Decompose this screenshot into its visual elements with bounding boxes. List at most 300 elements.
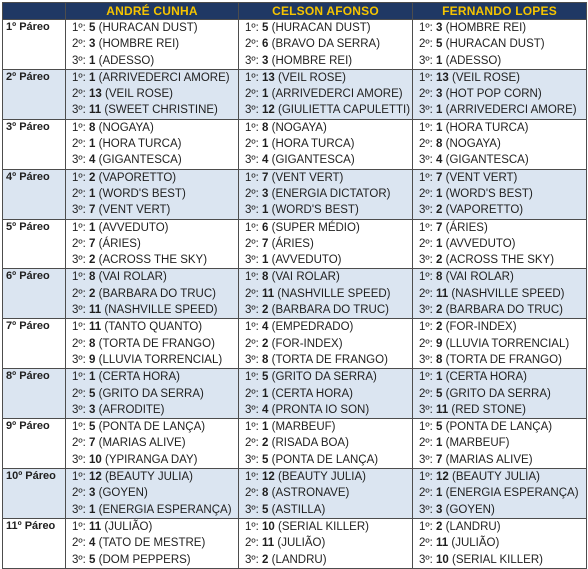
pick-number: 2 [436, 321, 443, 334]
pick-horse: (VENT VERT) [445, 171, 518, 184]
pick-number: 3 [89, 487, 96, 500]
pick-horse: (ARRIVEDERCI AMORE) [445, 104, 577, 117]
race-row [3, 119, 587, 169]
pick-number: 6 [262, 221, 269, 234]
pick-line [419, 386, 586, 402]
pick-position: 3º: [245, 54, 259, 67]
pick-horse: (FOR-INDEX) [445, 321, 517, 334]
pick-line [419, 485, 586, 501]
pick-horse: (BARBARA DO TRUC) [445, 304, 563, 317]
pick-line [245, 402, 412, 418]
pick-line [245, 136, 412, 152]
pick-position: 1º: [72, 471, 86, 484]
pick-line [72, 519, 238, 535]
pick-position: 3º: [72, 453, 86, 466]
pick-number: 3 [262, 187, 269, 200]
pick-line [419, 519, 586, 535]
pick-position: 1º: [419, 321, 433, 334]
pick-number: 5 [262, 503, 269, 516]
pick-horse: (FOR-INDEX) [271, 337, 343, 350]
pick-position: 1º: [419, 121, 433, 134]
pick-horse: (VEIL ROSE) [452, 71, 520, 84]
pick-position: 1º: [72, 71, 86, 84]
pick-number: 1 [436, 104, 443, 117]
race-label: 4º Páreo [3, 169, 66, 219]
pick-horse: (MARBEUF) [271, 421, 336, 434]
pick-line [419, 419, 586, 435]
picks-cell-andre-cunha [66, 369, 239, 419]
pick-horse: (GRITO DA SERRA) [445, 387, 551, 400]
pick-position: 1º: [72, 520, 86, 533]
picks-cell-fernando-lopes [413, 369, 587, 419]
pick-horse: (PONTA DE LANÇA) [445, 421, 553, 434]
pick-position: 1º: [72, 121, 86, 134]
pick-line [245, 469, 412, 485]
pick-number: 13 [262, 71, 275, 84]
pick-number: 8 [436, 271, 443, 284]
pick-line [245, 519, 412, 535]
pick-position: 3º: [72, 254, 86, 267]
pick-number: 2 [436, 204, 443, 217]
pick-number: 2 [262, 437, 269, 450]
pick-number: 7 [89, 204, 96, 217]
pick-line [72, 186, 238, 202]
pick-line [72, 435, 238, 451]
pick-horse: (VAI ROLAR) [98, 271, 167, 284]
pick-horse: (TORTA DE FRANGO) [271, 353, 388, 366]
pick-line [245, 369, 412, 385]
pick-number: 5 [89, 553, 96, 566]
pick-number: 1 [436, 121, 443, 134]
race-label: 9º Páreo [3, 419, 66, 469]
picks-cell-celson-afonso [239, 219, 413, 269]
pick-line [72, 336, 238, 352]
pick-number: 7 [262, 237, 269, 250]
pick-horse: (GIGANTESCA) [445, 154, 529, 167]
pick-line [245, 319, 412, 335]
pick-line [419, 435, 586, 451]
pick-horse: (LLUVIA TORRENCIAL) [98, 353, 223, 366]
picks-cell-andre-cunha [66, 319, 239, 369]
pick-horse: (WORD'S BEST) [98, 187, 186, 200]
pick-number: 8 [262, 121, 269, 134]
pick-position: 1º: [245, 121, 259, 134]
pick-position: 1º: [419, 22, 433, 34]
picks-cell-celson-afonso [239, 319, 413, 369]
pick-number: 11 [89, 520, 102, 533]
pick-number: 9 [89, 353, 96, 366]
pick-line [72, 302, 238, 318]
pick-line [245, 170, 412, 186]
pick-line [419, 53, 586, 69]
pick-line [72, 36, 238, 52]
pick-number: 10 [262, 520, 275, 533]
pick-number: 2 [436, 304, 443, 317]
pick-number: 3 [89, 38, 96, 51]
picks-cell-fernando-lopes [413, 219, 587, 269]
pick-position: 3º: [419, 104, 433, 117]
pick-horse: (BEAUTY JULIA) [278, 471, 366, 484]
pick-number: 11 [89, 304, 102, 317]
pick-number: 8 [262, 487, 269, 500]
race-row [3, 219, 587, 269]
pick-line [72, 552, 238, 568]
pick-horse: (JULIÃO) [104, 520, 153, 533]
pick-line [419, 252, 586, 268]
picks-cell-andre-cunha [66, 169, 239, 219]
pick-line [72, 535, 238, 551]
picks-cell-fernando-lopes [413, 469, 587, 519]
pick-number: 2 [262, 304, 269, 317]
pick-line [419, 220, 586, 236]
pick-number: 2 [262, 337, 269, 350]
pick-position: 3º: [72, 503, 86, 516]
pick-line [72, 220, 238, 236]
pick-line [419, 136, 586, 152]
pick-horse: (VAI ROLAR) [445, 271, 514, 284]
pick-horse: (MARIAS ALIVE) [98, 437, 186, 450]
pick-position: 2º: [419, 237, 433, 250]
pick-position: 3º: [419, 353, 433, 366]
pick-number: 1 [89, 371, 96, 384]
pick-number: 6 [262, 38, 269, 51]
pick-position: 1º: [72, 421, 86, 434]
pick-position: 3º: [72, 304, 86, 317]
pick-number: 10 [436, 553, 449, 566]
pick-line [245, 252, 412, 268]
pick-horse: (GIGANTESCA) [98, 154, 182, 167]
race-row [3, 369, 587, 419]
pick-position: 3º: [72, 403, 86, 416]
header-corner [3, 3, 66, 20]
pick-position: 3º: [72, 353, 86, 366]
pick-position: 2º: [419, 437, 433, 450]
pick-position: 3º: [72, 54, 86, 67]
pick-horse: (GRITO DA SERRA) [271, 371, 377, 384]
pick-line [245, 302, 412, 318]
pick-number: 1 [436, 187, 443, 200]
picks-cell-celson-afonso [239, 169, 413, 219]
pick-number: 11 [89, 104, 102, 117]
pick-position: 3º: [419, 204, 433, 217]
pick-horse: (TORTA DE FRANGO) [445, 353, 562, 366]
pick-number: 11 [89, 321, 102, 334]
pick-line [72, 286, 238, 302]
pick-line [72, 419, 238, 435]
pick-number: 1 [436, 371, 443, 384]
pick-position: 2º: [419, 88, 433, 101]
pick-horse: (AVVEDUTO) [445, 237, 516, 250]
pick-position: 2º: [419, 38, 433, 51]
pick-horse: (ARRIVEDERCI AMORE) [271, 88, 403, 101]
pick-position: 1º: [419, 421, 433, 434]
pick-horse: (BEAUTY JULIA) [452, 471, 540, 484]
pick-number: 5 [436, 387, 443, 400]
pick-line [72, 469, 238, 485]
pick-horse: (ENERGIA ESPERANÇA) [445, 487, 579, 500]
pick-number: 2 [89, 287, 96, 300]
pick-line [419, 552, 586, 568]
pick-position: 2º: [72, 88, 86, 101]
pick-line [419, 36, 586, 52]
pick-number: 1 [436, 437, 443, 450]
pick-horse: (HORA TURCA) [98, 138, 182, 151]
pick-line [72, 502, 238, 518]
pick-position: 2º: [245, 387, 259, 400]
pick-line [245, 53, 412, 69]
pick-position: 2º: [245, 138, 259, 151]
pick-number: 1 [262, 254, 269, 267]
picks-cell-fernando-lopes [413, 319, 587, 369]
pick-position: 2º: [245, 487, 259, 500]
pick-line [245, 419, 412, 435]
pick-line [419, 202, 586, 218]
picks-cell-andre-cunha [66, 518, 239, 568]
pick-line [419, 535, 586, 551]
pick-position: 2º: [72, 237, 86, 250]
pick-position: 3º: [72, 104, 86, 117]
pick-horse: (EMPEDRADO) [271, 321, 354, 334]
pick-horse: (GIGANTESCA) [271, 154, 355, 167]
pick-number: 4 [262, 403, 269, 416]
pick-line [245, 286, 412, 302]
picks-cell-fernando-lopes [413, 169, 587, 219]
pick-line [245, 452, 412, 468]
pick-number: 3 [89, 403, 96, 416]
pick-horse: (CERTA HORA) [271, 387, 353, 400]
picks-cell-fernando-lopes [413, 518, 587, 568]
race-label: 10º Páreo [3, 469, 66, 519]
pick-horse: (SERIAL KILLER) [452, 553, 543, 566]
picks-cell-fernando-lopes [413, 20, 587, 70]
pick-horse: (AVVEDUTO) [271, 254, 342, 267]
pick-number: 2 [436, 254, 443, 267]
pick-position: 3º: [419, 503, 433, 516]
pick-line [72, 53, 238, 69]
pick-horse: (YPIRANGA DAY) [105, 453, 198, 466]
pick-horse: (AVVEDUTO) [98, 221, 169, 234]
pick-number: 11 [436, 403, 449, 416]
pick-number: 11 [262, 537, 275, 550]
pick-line [245, 102, 412, 118]
pick-number: 2 [89, 254, 96, 267]
pick-horse: (WORD'S BEST) [445, 187, 533, 200]
pick-horse: (PONTA DE LANÇA) [98, 421, 206, 434]
pick-line [72, 70, 238, 86]
pick-line [72, 86, 238, 102]
pick-position: 1º: [72, 221, 86, 234]
pick-line [419, 86, 586, 102]
pick-position: 1º: [245, 171, 259, 184]
pick-horse: (NOGAYA) [445, 138, 501, 151]
picks-cell-celson-afonso [239, 269, 413, 319]
pick-position: 3º: [419, 254, 433, 267]
pick-number: 12 [262, 471, 275, 484]
pick-horse: (JULIÃO) [277, 537, 326, 550]
pick-horse: (NOGAYA) [98, 121, 154, 134]
pick-position: 1º: [72, 22, 86, 34]
picks-cell-celson-afonso [239, 69, 413, 119]
pick-number: 1 [89, 71, 96, 84]
pick-horse: (HOT POP CORN) [445, 88, 542, 101]
picks-cell-celson-afonso [239, 369, 413, 419]
race-row [3, 319, 587, 369]
pick-position: 2º: [245, 537, 259, 550]
pick-number: 5 [89, 421, 96, 434]
pick-position: 3º: [72, 553, 86, 566]
pick-number: 12 [89, 471, 102, 484]
pick-position: 2º: [72, 287, 86, 300]
pick-line [245, 236, 412, 252]
pick-number: 7 [89, 437, 96, 450]
pick-number: 1 [262, 88, 269, 101]
pick-horse: (VAPORETTO) [445, 204, 524, 217]
race-label: 11º Páreo [3, 518, 66, 568]
pick-horse: (ADESSO) [445, 54, 502, 67]
pick-line [419, 20, 586, 36]
pick-position: 1º: [245, 471, 259, 484]
pick-position: 3º: [419, 553, 433, 566]
pick-horse: (HOMBRE REI) [98, 38, 180, 51]
pick-position: 3º: [245, 254, 259, 267]
pick-horse: (AFRODITE) [98, 403, 165, 416]
pick-position: 2º: [72, 387, 86, 400]
pick-number: 11 [262, 287, 275, 300]
pick-position: 2º: [245, 88, 259, 101]
pick-line [419, 402, 586, 418]
pick-horse: (VENT VERT) [98, 204, 171, 217]
pick-horse: (GIULIETTA CAPULETTI) [278, 104, 411, 117]
picks-cell-celson-afonso [239, 518, 413, 568]
pick-line [72, 202, 238, 218]
race-label: 8º Páreo [3, 369, 66, 419]
pick-horse: (ACROSS THE SKY) [98, 254, 208, 267]
race-label: 5º Páreo [3, 219, 66, 269]
header-andre-cunha: ANDRÉ CUNHA [66, 3, 239, 20]
pick-horse: (BEAUTY JULIA) [105, 471, 193, 484]
pick-number: 10 [89, 453, 102, 466]
pick-horse: (HURACAN DUST) [445, 38, 545, 51]
pick-number: 3 [436, 22, 443, 34]
pick-position: 3º: [72, 204, 86, 217]
pick-horse: (HURACAN DUST) [98, 22, 198, 34]
pick-line [419, 186, 586, 202]
pick-number: 1 [436, 237, 443, 250]
pick-position: 1º: [419, 271, 433, 284]
pick-horse: (PONTA DE LANÇA) [271, 453, 379, 466]
pick-line [72, 170, 238, 186]
race-row [3, 169, 587, 219]
pick-horse: (ÁRIES) [445, 221, 488, 234]
pick-position: 1º: [72, 271, 86, 284]
pick-horse: (BARBARA DO TRUC) [271, 304, 389, 317]
pick-position: 3º: [419, 403, 433, 416]
pick-position: 2º: [72, 487, 86, 500]
race-label: 6º Páreo [3, 269, 66, 319]
pick-line [419, 170, 586, 186]
pick-number: 1 [89, 221, 96, 234]
pick-horse: (TATO DE MESTRE) [98, 537, 206, 550]
pick-position: 1º: [245, 371, 259, 384]
pick-horse: (HOMBRE REI) [445, 22, 527, 34]
pick-number: 1 [89, 503, 96, 516]
pick-horse: (VAPORETTO) [98, 171, 177, 184]
pick-position: 1º: [245, 520, 259, 533]
pick-line [245, 552, 412, 568]
pick-line [72, 452, 238, 468]
pick-position: 3º: [419, 304, 433, 317]
pick-position: 2º: [245, 437, 259, 450]
pick-line [245, 352, 412, 368]
pick-number: 1 [262, 138, 269, 151]
picks-cell-fernando-lopes [413, 419, 587, 469]
pick-line [245, 535, 412, 551]
pick-number: 7 [436, 221, 443, 234]
pick-line [245, 20, 412, 36]
races-body [3, 20, 587, 569]
pick-line [419, 369, 586, 385]
pick-line [245, 202, 412, 218]
pick-number: 5 [436, 421, 443, 434]
picks-cell-andre-cunha [66, 269, 239, 319]
pick-line [245, 70, 412, 86]
pick-line [245, 220, 412, 236]
pick-horse: (HORA TURCA) [445, 121, 529, 134]
pick-horse: (TORTA DE FRANGO) [98, 337, 215, 350]
pick-line [72, 352, 238, 368]
pick-position: 2º: [72, 138, 86, 151]
race-label: 3º Páreo [3, 119, 66, 169]
pick-number: 5 [262, 22, 269, 34]
pick-horse: (SERIAL KILLER) [278, 520, 369, 533]
picks-cell-celson-afonso [239, 119, 413, 169]
pick-number: 7 [436, 171, 443, 184]
pick-number: 4 [89, 537, 96, 550]
pick-number: 3 [436, 88, 443, 101]
pick-line [245, 269, 412, 285]
pick-line [72, 136, 238, 152]
picks-cell-andre-cunha [66, 69, 239, 119]
pick-position: 1º: [419, 520, 433, 533]
pick-number: 4 [262, 154, 269, 167]
pick-position: 1º: [72, 321, 86, 334]
pick-horse: (ASTRONAVE) [271, 487, 350, 500]
pick-line [245, 36, 412, 52]
pick-line [72, 369, 238, 385]
pick-number: 9 [436, 337, 443, 350]
pick-number: 4 [436, 154, 443, 167]
pick-position: 1º: [245, 71, 259, 84]
picks-cell-andre-cunha [66, 20, 239, 70]
pick-number: 5 [89, 22, 96, 34]
pick-line [245, 336, 412, 352]
picks-cell-celson-afonso [239, 20, 413, 70]
pick-position: 2º: [72, 537, 86, 550]
pick-number: 1 [262, 204, 269, 217]
pick-number: 5 [89, 387, 96, 400]
race-row [3, 469, 587, 519]
pick-number: 3 [262, 54, 269, 67]
pick-position: 1º: [245, 271, 259, 284]
pick-number: 2 [436, 520, 443, 533]
pick-horse: (HURACAN DUST) [271, 22, 371, 34]
pick-number: 1 [262, 421, 269, 434]
picks-cell-fernando-lopes [413, 119, 587, 169]
pick-line [419, 236, 586, 252]
race-label: 1º Páreo [3, 20, 66, 70]
pick-number: 2 [89, 171, 96, 184]
pick-position: 1º: [419, 471, 433, 484]
